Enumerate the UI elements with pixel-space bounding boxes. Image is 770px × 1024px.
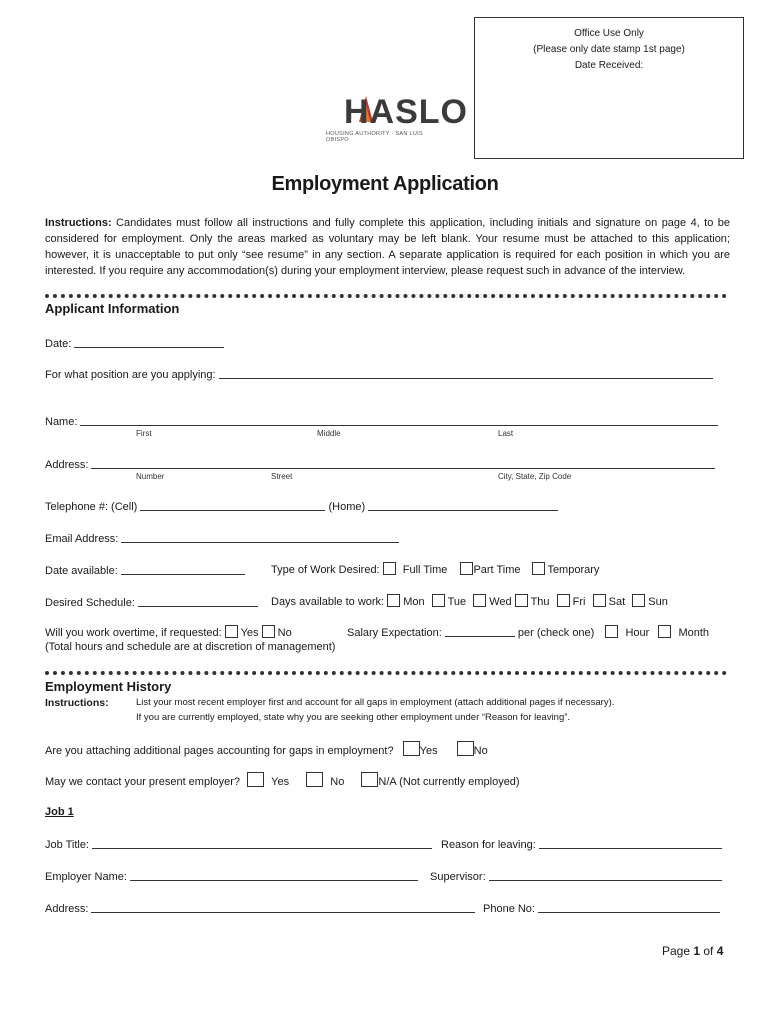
desired-schedule-label: Desired Schedule:: [45, 597, 135, 609]
contact-question-group: [45, 772, 520, 788]
office-use-box: [474, 17, 744, 159]
date-field[interactable]: [45, 336, 224, 350]
date-available-line[interactable]: [121, 563, 245, 575]
page-title: Employment Application: [271, 173, 499, 195]
hour-checkbox[interactable]: [605, 625, 618, 638]
employer-name-label: Employer Name:: [45, 871, 127, 883]
section-divider-2: [45, 671, 727, 675]
name-last-caption: Last: [498, 429, 514, 438]
type-work-label: Type of Work Desired:: [271, 564, 380, 576]
temporary-checkbox[interactable]: [532, 562, 545, 575]
tue-checkbox[interactable]: [432, 594, 445, 607]
sun-checkbox[interactable]: [632, 594, 645, 607]
name-middle-caption: Middle: [317, 429, 341, 438]
address-label: Address:: [45, 459, 89, 471]
contact-no-checkbox[interactable]: [306, 772, 323, 787]
per-label: per (check one): [517, 627, 595, 639]
email-field[interactable]: [45, 531, 399, 545]
phone-line[interactable]: [538, 901, 720, 913]
addr-city-caption: City, State, Zip Code: [498, 472, 572, 481]
section-divider: [45, 294, 727, 298]
contact-yes-label: Yes: [271, 776, 290, 788]
office-use-title: Office Use Only: [574, 28, 644, 39]
instructions-label: Instructions:: [45, 217, 112, 229]
date-available-label: Date available:: [45, 565, 118, 577]
address-line[interactable]: [91, 457, 715, 469]
thu-label: Thu: [530, 596, 550, 608]
overtime-label: Will you work overtime, if requested:: [45, 627, 222, 639]
gaps-yes-label: Yes: [419, 745, 438, 757]
sat-checkbox[interactable]: [593, 594, 606, 607]
overtime-yes-checkbox[interactable]: [225, 625, 238, 638]
employment-instr-line1: List your most recent employer first and account for all gaps in employment (attach additional pages if necessary).: [136, 697, 615, 708]
name-field[interactable]: [45, 414, 718, 428]
name-first-caption: First: [136, 429, 152, 438]
instructions-text: Candidates must follow all instructions and fully complete this application, including initials and signature on page 4, to be considered for employment. Only the areas marked as voluntary may be left blank. Your resume must be attached to this application; however, it is unacceptable to put only “see resume” in any section. A separate application is required for each position in which you are interested. If you require any accommodation(s) during your employment interview, please request such in advance of the interview.: [45, 217, 730, 277]
contact-no-label: No: [330, 776, 345, 788]
address-field[interactable]: [45, 457, 715, 471]
desired-schedule-field[interactable]: [45, 595, 258, 609]
days-available-group: [271, 594, 668, 608]
salary-line[interactable]: [445, 625, 515, 637]
employer-address-label: Address:: [45, 903, 89, 915]
wed-checkbox[interactable]: [473, 594, 486, 607]
days-available-label: Days available to work:: [271, 596, 385, 608]
supervisor-field[interactable]: [430, 869, 722, 883]
phone-field[interactable]: [483, 901, 720, 915]
temporary-label: Temporary: [547, 564, 600, 576]
full-time-label: Full Time: [402, 564, 448, 576]
gaps-question-group: [45, 741, 488, 757]
addr-street-caption: Street: [271, 472, 293, 481]
supervisor-label: Supervisor:: [430, 871, 486, 883]
salary-label: Salary Expectation:: [347, 627, 442, 639]
employer-address-field[interactable]: [45, 901, 475, 915]
contact-na-label: N/A (Not currently employed): [378, 776, 520, 788]
job-1-heading: Job 1: [45, 806, 74, 818]
employment-section-title: Employment History: [45, 679, 172, 694]
employer-name-line[interactable]: [130, 869, 418, 881]
tel-cell-label: Telephone #: (Cell): [45, 501, 138, 513]
desired-schedule-line[interactable]: [138, 595, 258, 607]
month-label: Month: [678, 627, 710, 639]
gaps-no-label: No: [473, 745, 488, 757]
logo-wordmark: HASLO: [344, 93, 468, 131]
thu-checkbox[interactable]: [515, 594, 528, 607]
gaps-yes-checkbox[interactable]: [403, 741, 420, 756]
overtime-no-checkbox[interactable]: [262, 625, 275, 638]
hour-label: Hour: [625, 627, 650, 639]
employment-instr-line2: If you are currently employed, state why you are seeking other employment under “Reason for leaving”.: [136, 712, 571, 723]
logo-subtitle: HOUSING AUTHORITY · SAN LUIS OBISPO: [326, 131, 423, 143]
date-received-label: Date Received:: [574, 60, 644, 71]
overtime-yes-label: Yes: [240, 627, 259, 639]
name-line[interactable]: [80, 414, 718, 426]
telephone-field[interactable]: [45, 499, 558, 513]
gaps-no-checkbox[interactable]: [457, 741, 474, 756]
salary-group: [347, 625, 709, 639]
overtime-note: (Total hours and schedule are at discretion of management): [45, 641, 336, 653]
full-time-checkbox[interactable]: [383, 562, 396, 575]
name-label: Name:: [45, 416, 78, 428]
gaps-question-label: Are you attaching additional pages accounting for gaps in employment?: [45, 745, 394, 757]
overtime-no-label: No: [277, 627, 292, 639]
supervisor-line[interactable]: [489, 869, 722, 881]
instructions-paragraph: [45, 215, 730, 279]
page-number: [662, 944, 723, 958]
tel-home-line[interactable]: [368, 499, 558, 511]
overtime-group: [45, 625, 292, 639]
wed-label: Wed: [489, 596, 512, 608]
type-of-work-group: [271, 562, 599, 576]
reason-leaving-label: Reason for leaving:: [441, 839, 536, 851]
reason-leaving-line[interactable]: [539, 837, 722, 849]
sun-label: Sun: [648, 596, 668, 608]
page-prefix: Page: [662, 944, 694, 958]
office-use-note: (Please only date stamp 1st page): [533, 44, 685, 55]
tel-cell-line[interactable]: [140, 499, 325, 511]
date-label: Date:: [45, 338, 72, 350]
applicant-section-title: Applicant Information: [45, 301, 180, 316]
tel-home-label: (Home): [328, 501, 366, 513]
part-time-checkbox[interactable]: [460, 562, 473, 575]
email-label: Email Address:: [45, 533, 119, 545]
position-label: For what position are you applying:: [45, 369, 216, 381]
job-title-line[interactable]: [92, 837, 432, 849]
page-current: 1: [693, 944, 701, 958]
phone-label: Phone No:: [483, 903, 535, 915]
position-field[interactable]: [45, 367, 713, 381]
page-of: of: [700, 944, 717, 958]
contact-question-label: May we contact your present employer?: [45, 776, 241, 788]
employer-name-field[interactable]: [45, 869, 418, 883]
mon-checkbox[interactable]: [387, 594, 400, 607]
contact-na-checkbox[interactable]: [361, 772, 378, 787]
email-line[interactable]: [121, 531, 399, 543]
position-line[interactable]: [219, 367, 713, 379]
fri-checkbox[interactable]: [557, 594, 570, 607]
date-available-field[interactable]: [45, 563, 245, 577]
haslo-logo: [326, 92, 468, 143]
sat-label: Sat: [608, 596, 626, 608]
month-checkbox[interactable]: [658, 625, 671, 638]
employment-instr-label: Instructions:: [45, 697, 109, 709]
job-title-label: Job Title:: [45, 839, 90, 851]
mon-label: Mon: [403, 596, 425, 608]
page-total: 4: [716, 944, 724, 958]
date-line[interactable]: [74, 336, 224, 348]
addr-number-caption: Number: [136, 472, 165, 481]
employer-address-line[interactable]: [91, 901, 475, 913]
reason-leaving-field[interactable]: [441, 837, 722, 851]
fri-label: Fri: [572, 596, 586, 608]
contact-yes-checkbox[interactable]: [247, 772, 264, 787]
part-time-label: Part Time: [473, 564, 521, 576]
job-title-field[interactable]: [45, 837, 432, 851]
tue-label: Tue: [447, 596, 467, 608]
